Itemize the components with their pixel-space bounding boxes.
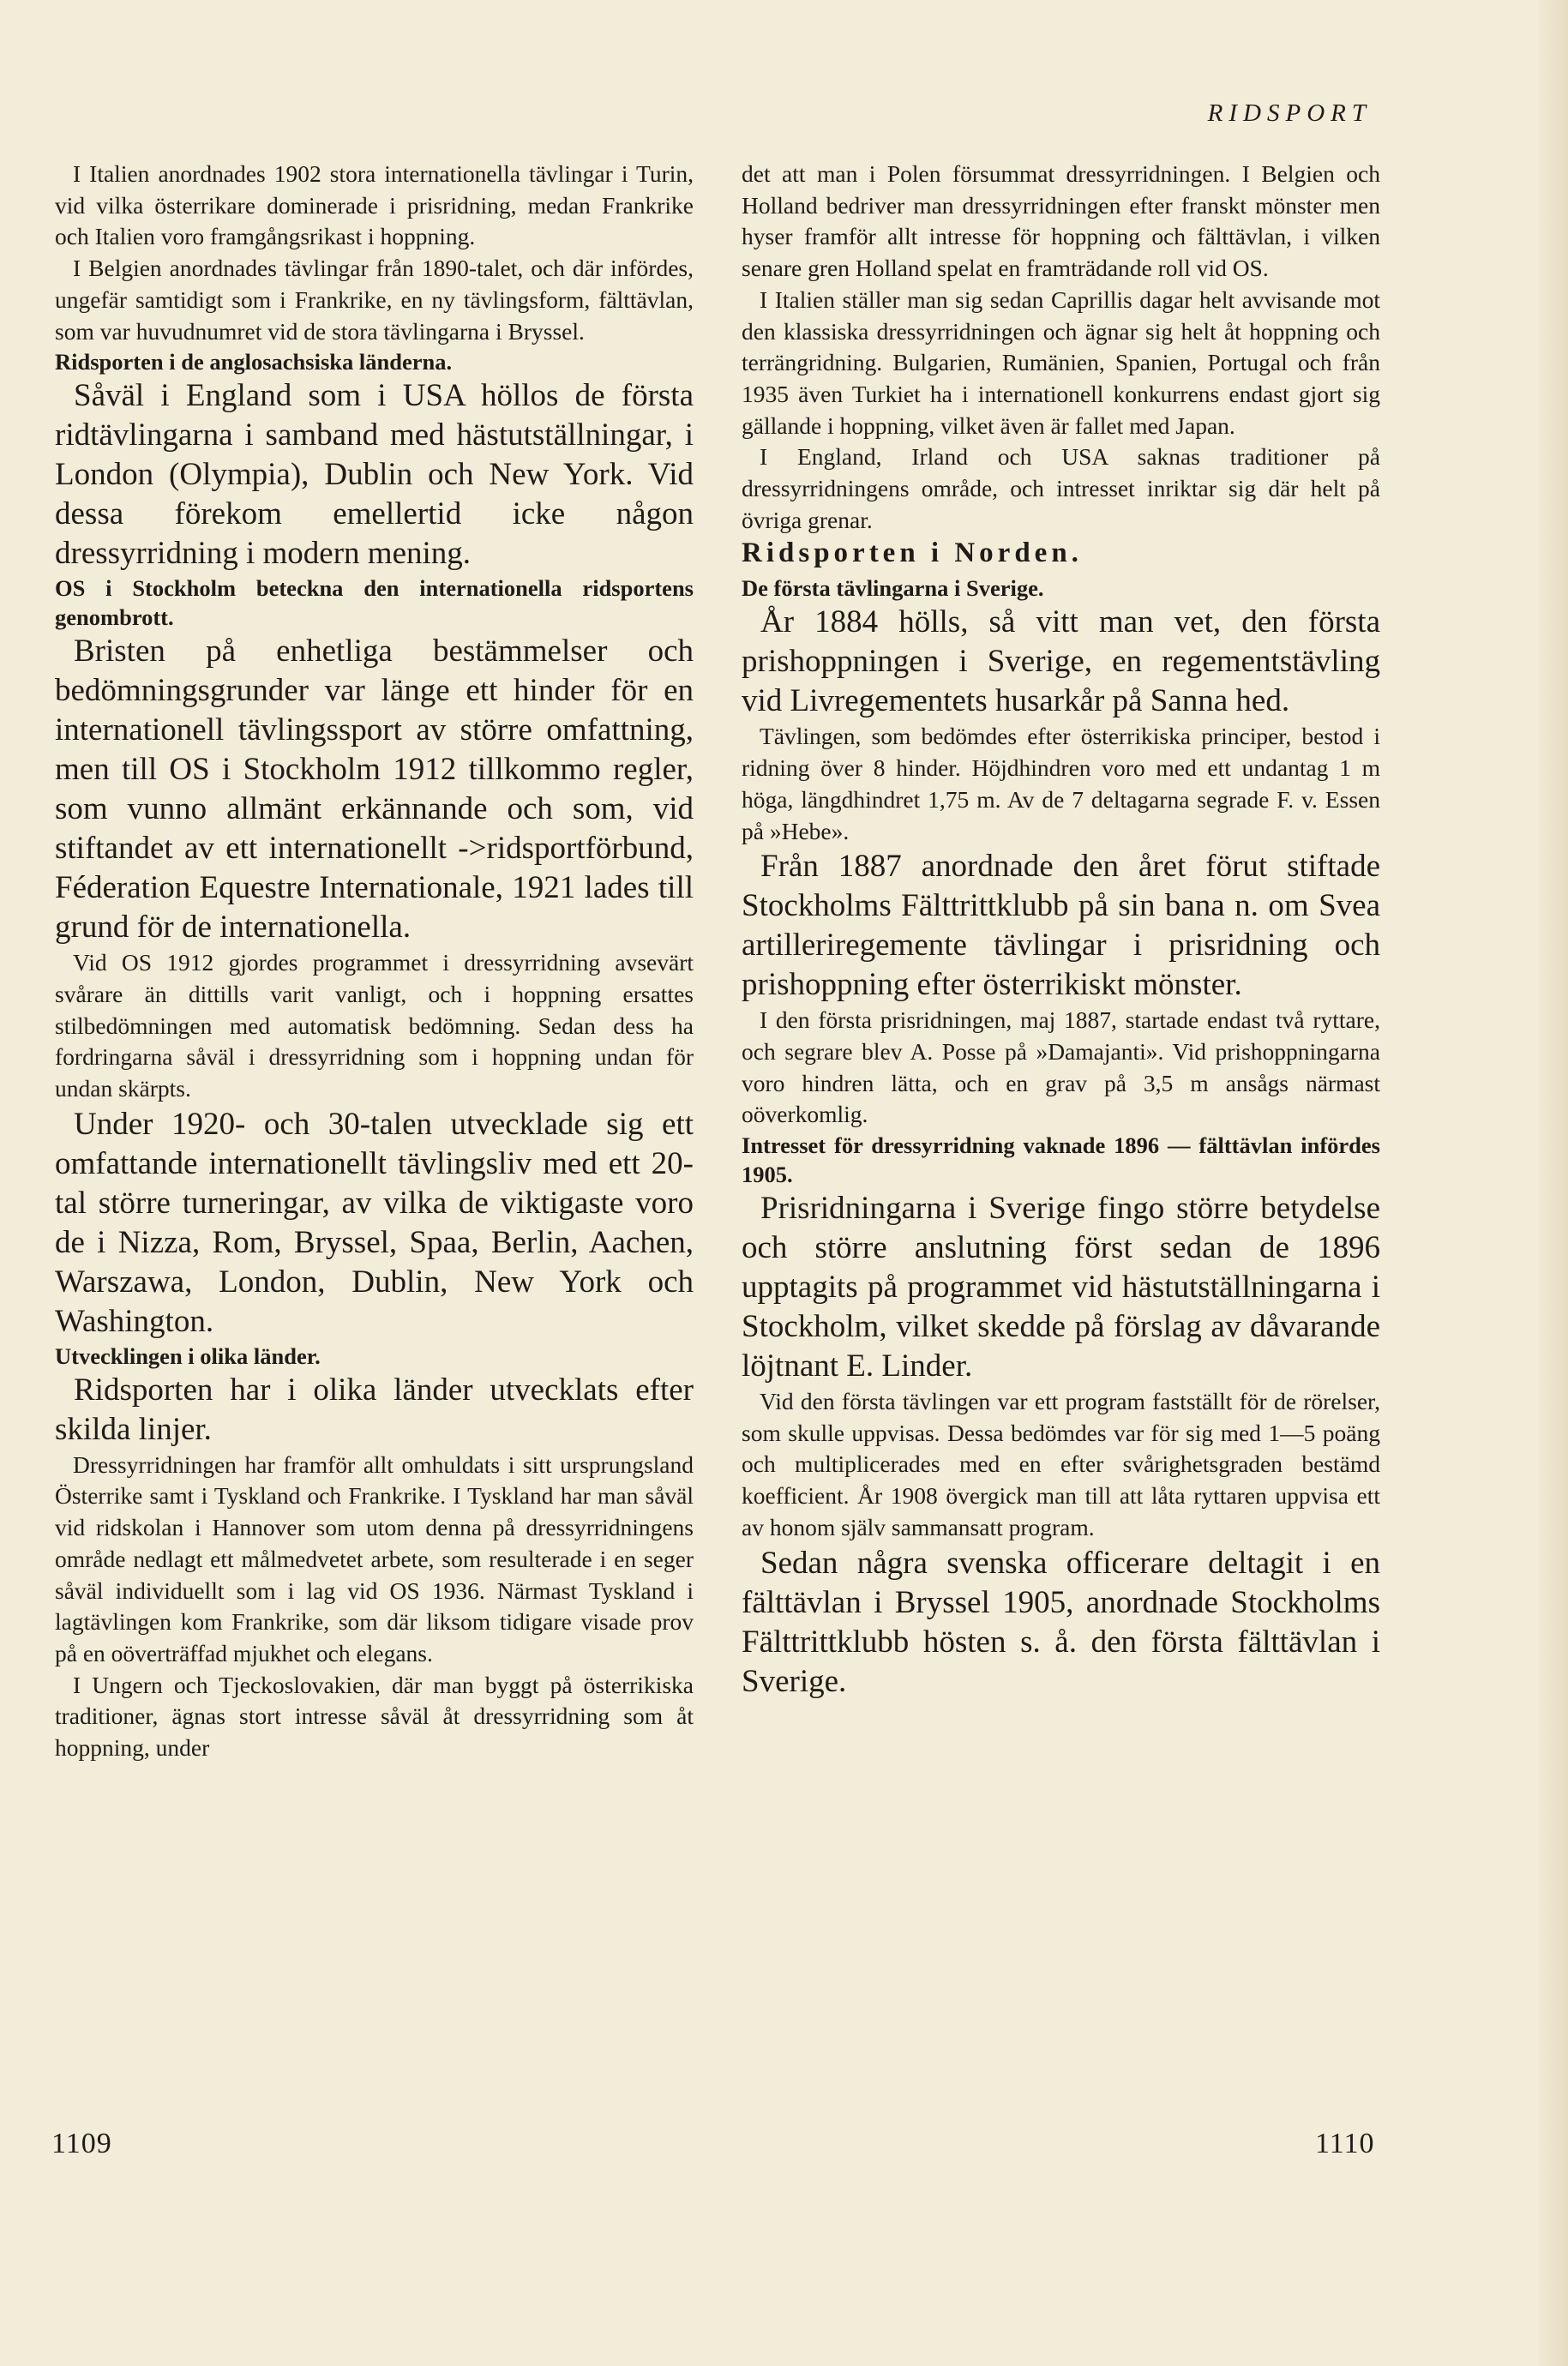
running-head: RIDSPORT	[1207, 99, 1372, 127]
paragraph: I England, Irland och USA saknas traditioner på dressyrridningens område, och intresset inriktar sig där helt på övriga grenar.	[742, 443, 1380, 533]
section-heading: OS i Stockholm beteckna den internationella ridsportens genombrott.	[55, 575, 694, 631]
paragraph: Dressyrridningen har framför allt omhuldats i sitt ursprungsland Österrike samt i Tyskland och Frankrike. I Tyskland har man såväl vid ridskolan i Hannover som utom denna på dressyrridningens område nedlagt ett målmedvetet arbete, som resulterade i en seger såväl individuellt som i lag vid OS 1936. Närmast Tyskland i lagtävlingen kom Frankrike, som där liksom tidigare visade prov på en oöverträffad mjukhet och elegans.	[55, 1450, 694, 1666]
paragraph: Vid den första tävlingen var ett program fastställt för de rörelser, som skulle uppvisas. Dessa bedömdes var för sig med 1—5 poäng och multiplicerades med en efter svårighetsgraden bestämd koefficient. År 1908 övergick man till att låta ryttaren uppvisa ett av honom själv sammansatt program.	[742, 1388, 1380, 1540]
paragraph: I den första prisridningen, maj 1887, startade endast två ryttare, och segrare blev A. Posse på »Damajanti». Vid prishoppningarna voro hindren lätta, och en grav på 3,5 m ansågs närmast oöverkomlig.	[742, 1006, 1380, 1128]
paragraph: Sedan några svenska officerare deltagit i en fälttävlan i Bryssel 1905, anordnade Stockholms Fälttrittklubb hösten s. å. den första fälttävlan i Sverige.	[742, 1545, 1380, 1699]
left-column	[55, 159, 694, 1764]
paragraph: I Italien ställer man sig sedan Caprillis dagar helt avvisande mot den klassiska dressyrridningen och ägnar sig helt åt hoppning och terrängridning. Bulgarien, Rumänien, Spanien, Portugal och från 1935 även Turkiet ha i internationell konkurrens endast gjort sig gällande i hoppning, vilket även är fallet med Japan.	[742, 285, 1380, 439]
paragraph: Bristen på enhetliga bestämmelser och bedömningsgrunder var länge ett hinder för en internationell tävlingssport av större omfattning, men till OS i Stockholm 1912 tillkommo regler, som vunno allmänt erkännande och som, vid stiftandet av ett internationellt ->ridsportförbund, Féderation Equestre Internationale, 1921 lades till grund för de internationella.	[55, 634, 694, 946]
paragraph: Såväl i England som i USA höllos de första ridtävlingarna i samband med hästutställningar, i London (Olympia), Dublin och New York. Vid dessa förekom emellertid icke någon dressyrridning i modern mening.	[55, 378, 694, 572]
paragraph: I Ungern och Tjeckoslovakien, där man byggt på österrikiska traditioner, ägnas stort intresse såväl åt dressyrridning som åt hoppning, under	[55, 1671, 694, 1762]
page-number-right: 1110	[1315, 2128, 1375, 2159]
page-edge	[1539, 0, 1568, 2366]
section-heading: Ridsporten i de anglosachsiska länderna.	[55, 349, 453, 375]
paragraph: Vid OS 1912 gjordes programmet i dressyrridning avsevärt svårare än dittills varit vanligt, och i hoppning ersattes stilbedömningen med automatisk bedömning. Sedan dess ha fordringarna såväl i dressyrridning som i hoppning undan för undan skärpts.	[55, 949, 694, 1102]
paragraph: Ridsporten har i olika länder utvecklats efter skilda linjer.	[55, 1372, 694, 1447]
section-heading: Intresset för dressyrridning vaknade 1896 — fälttävlan infördes 1905.	[742, 1132, 1380, 1188]
paragraph: Under 1920- och 30-talen utvecklade sig ett omfattande internationellt tävlingsliv med ett 20-tal större turneringar, av vilka de viktigaste voro de i Nizza, Rom, Bryssel, Spaa, Berlin, Aachen, Warszawa, London, Dublin, New York och Washington.	[55, 1106, 694, 1339]
paragraph: det att man i Polen försummat dressyrridningen. I Belgien och Holland bedriver man dressyrridningen efter franskt mönster men hyser framför allt intresse för hoppning och fälttävlan, i vilken senare gren Holland spelat en framträdande roll vid OS.	[742, 160, 1380, 282]
section-heading: De första tävlingarna i Sverige.	[742, 575, 1044, 602]
chapter-heading: Ridsporten i Norden.	[742, 537, 1083, 569]
paragraph: I Belgien anordnades tävlingar från 1890-talet, och där infördes, ungefär samtidigt som i Frankrike, en ny tävlingsform, fälttävlan, som var huvudnumret vid de stora tävlingarna i Bryssel.	[55, 255, 694, 345]
paragraph: I Italien anordnades 1902 stora internationella tävlingar i Turin, vid vilka österrikare dominerade i prisridning, medan Frankrike och Italien voro framgångsrikast i hoppning.	[55, 160, 694, 250]
paragraph: Tävlingen, som bedömdes efter österrikiska principer, bestod i ridning över 8 hinder. Höjdhindren voro med ett undantag 1 m höga, längdhindret 1,75 m. Av de 7 deltagarna segrade F. v. Essen på »Hebe».	[742, 723, 1380, 844]
paragraph: År 1884 hölls, så vitt man vet, den första prishoppningen i Sverige, en regementstävling vid Livregementets husarkår på Sanna hed.	[742, 604, 1380, 719]
paragraph: Från 1887 anordnade den året förut stiftade Stockholms Fälttrittklubb på sin bana n. om Svea artilleriregemente tävlingar i prisridning och prishoppning efter österrikiskt mönster.	[742, 849, 1380, 1003]
paragraph: Prisridningarna i Sverige fingo större betydelse och större anslutning först sedan de 1896 upptagits på programmet vid hästutställningarna i Stockholm, vilket skedde på förslag av dåvarande löjtnant E. Linder.	[742, 1191, 1380, 1384]
right-column	[742, 159, 1380, 1702]
section-heading: Utvecklingen i olika länder.	[55, 1342, 321, 1369]
page-number-left: 1109	[51, 2128, 112, 2159]
